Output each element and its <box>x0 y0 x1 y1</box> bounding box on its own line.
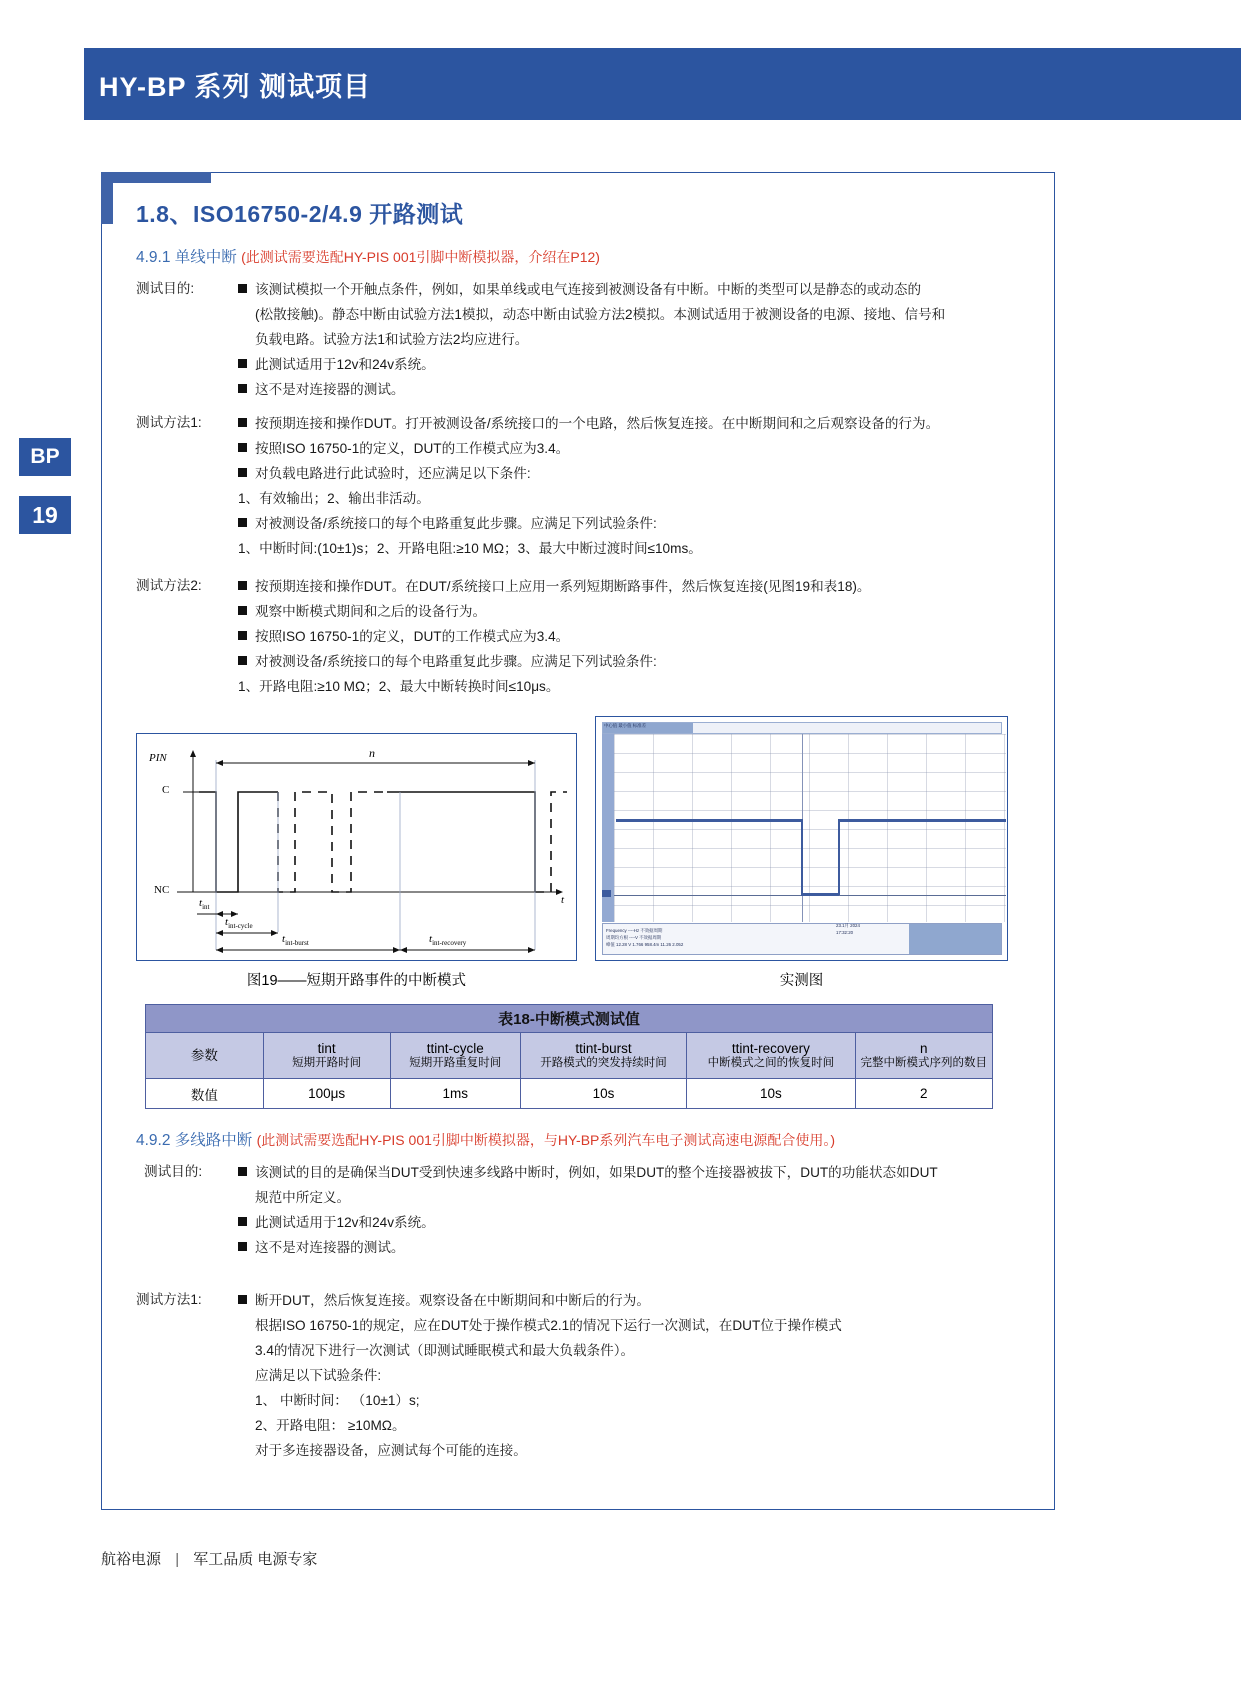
method2-line-2: 观察中断模式期间和之后的设备行为。 <box>238 599 871 624</box>
scope-top-status-bar <box>602 722 1002 734</box>
subsection-4-9-1 <box>136 245 600 267</box>
bullet-icon <box>238 1217 247 1226</box>
bullet-icon <box>238 359 247 368</box>
method2-line-5: 1、开路电阻:≥10 MΩ；2、最大中断转换时间≤10μs。 <box>238 679 560 694</box>
table-col-n: n 完整中断模式序列的数目 <box>855 1033 992 1079</box>
table-cell-tint-cycle: 1ms <box>390 1079 520 1109</box>
waveform-dim-burst-label: $t_{int-burst}$ <box>282 933 309 948</box>
table-header-row <box>146 1033 993 1079</box>
waveform-span-n-label: n <box>369 746 375 760</box>
frame-corner-accent-top <box>101 172 211 183</box>
section2-purpose-line-4: 这不是对连接器的测试。 <box>238 1235 938 1260</box>
method1-line-3: 对负载电路进行此试验时，还应满足以下条件: <box>238 461 939 486</box>
scope-waveform-high-right <box>838 819 1006 822</box>
purpose-line-3: 负载电路。试验方法1和试验方法2均应进行。 <box>255 332 529 347</box>
waveform-time-axis-label: t <box>561 894 565 906</box>
waveform-level-low-label: NC <box>154 884 170 896</box>
bullet-icon <box>238 631 247 640</box>
method1-body <box>238 411 939 561</box>
table-row <box>146 1079 993 1109</box>
table-cell-tint-burst: 10s <box>520 1079 686 1109</box>
method2-label: 测试方法2: <box>136 578 202 593</box>
subsection-number: 4.9.1 单线中断 <box>136 249 237 266</box>
table-col-tint-burst: ttint-burst 开路模式的突发持续时间 <box>520 1033 686 1079</box>
subsection2-number: 4.9.2 多线路中断 <box>136 1132 253 1149</box>
bullet-icon <box>238 468 247 477</box>
bullet-icon <box>238 656 247 665</box>
section2-method-label: 测试方法1: <box>136 1292 202 1307</box>
page-header <box>84 48 1241 120</box>
subsection-note: (此测试需要选配HY-PIS 001引脚中断模拟器，介绍在P12) <box>241 249 600 265</box>
table-cell-n: 2 <box>855 1079 992 1109</box>
scope-readout-panel <box>602 923 1002 955</box>
waveform-y-axis-label: PIN <box>149 752 167 764</box>
table-cell-label: 数值 <box>146 1079 264 1109</box>
figure-left-caption: 图19——短期开路事件的中断模式 <box>246 973 467 989</box>
page-footer <box>101 1548 317 1569</box>
purpose-line-2: (松散接触)。静态中断由试验方法1模拟，动态中断由试验方法2模拟。本测试适用于被测设备的电源、接地、信号和 <box>255 307 946 322</box>
table-cell-tint: 100μs <box>263 1079 390 1109</box>
scope-stamp-date: 23.1月 2024 <box>836 923 860 928</box>
purpose-line-4: 此测试适用于12v和24v系统。 <box>238 352 945 377</box>
section2-method-body <box>238 1288 842 1463</box>
method2-line-3: 按照ISO 16750-1的定义，DUT的工作模式应为3.4。 <box>238 624 871 649</box>
bullet-icon <box>238 581 247 590</box>
scope-waveform-low-segment <box>801 893 839 896</box>
section2-purpose-body <box>238 1160 938 1260</box>
method2-line-4: 对被测设备/系统接口的每个电路重复此步骤。应满足下列试验条件: <box>238 649 871 674</box>
method2-body <box>238 574 871 699</box>
section-title: 1.8、ISO16750-2/4.9 开路测试 <box>136 201 464 227</box>
subsection-4-9-2 <box>136 1128 835 1150</box>
footer-brand: 航裕电源 <box>101 1551 162 1568</box>
table-col-tint-cycle: ttint-cycle 短期开路重复时间 <box>390 1033 520 1079</box>
section2-purpose-line-3: 此测试适用于12v和24v系统。 <box>238 1210 938 1235</box>
method1-line-6: 1、中断时间:(10±1)s；2、开路电阻:≥10 MΩ；3、最大中断过渡时间≤10ms。 <box>238 541 702 556</box>
scope-readout-line-2: 周期均方根 ----V 不效据周期 <box>606 935 662 940</box>
waveform-dim-tint-label: $t_{int}$ <box>199 897 210 912</box>
section2-purpose-label: 测试目的: <box>144 1164 203 1179</box>
waveform-dim-recovery-label: $t_{int-recovery}$ <box>429 933 467 948</box>
waveform-svg <box>137 734 575 959</box>
figure-scope-capture <box>595 716 1008 961</box>
table-cell-tint-recovery: 10s <box>687 1079 855 1109</box>
scope-readout-right-fill <box>909 924 1001 954</box>
bullet-icon <box>238 606 247 615</box>
section2-method-line-3: 3.4的情况下进行一次测试（即测试睡眠模式和最大负载条件）。 <box>255 1343 635 1358</box>
purpose-line-1: 该测试模拟一个开触点条件，例如，如果单线或电气连接到被测设备有中断。中断的类型可以是静态的或动态的 <box>238 277 945 302</box>
section2-method-line-7: 对于多连接器设备，应测试每个可能的连接。 <box>255 1443 527 1458</box>
scope-readout-line-3: 峰值 12.28 V 1.766 958.4m 11.26 2.052 <box>606 942 684 947</box>
section2-method-line-6: 2、开路电阻： ≥10MΩ。 <box>255 1418 406 1433</box>
side-tab-series: BP <box>19 438 71 476</box>
scope-channel-marker-icon <box>602 890 611 897</box>
section2-method-line-2: 根据ISO 16750-1的规定，应在DUT处于操作模式2.1的情况下运行一次测试，在DUT位于操作模式 <box>255 1318 842 1333</box>
section2-method-line-5: 1、 中断时间： （10±1）s; <box>255 1393 420 1408</box>
section2-method-line-1: 断开DUT，然后恢复连接。观察设备在中断期间和中断后的行为。 <box>238 1288 842 1313</box>
method1-line-2: 按照ISO 16750-1的定义，DUT的工作模式应为3.4。 <box>238 436 939 461</box>
bullet-icon <box>238 518 247 527</box>
subsection2-note: (此测试需要选配HY-PIS 001引脚中断模拟器，与HY-BP系列汽车电子测试高速电源配合使用。) <box>256 1132 836 1148</box>
section2-purpose-line-1: 该测试的目的是确保当DUT受到快速多线路中断时，例如，如果DUT的整个连接器被拔下，DUT的功能状态如DUT <box>238 1160 938 1185</box>
bullet-icon <box>238 284 247 293</box>
waveform-level-high-label: C <box>162 784 170 796</box>
footer-separator: | <box>175 1551 180 1568</box>
bullet-icon <box>238 1167 247 1176</box>
scope-waveform-rising-edge <box>838 819 840 895</box>
table-title: 表18-中断模式测试值 <box>146 1005 993 1033</box>
page-title: HY-BP 系列 测试项目 <box>99 71 372 102</box>
side-tab-page-number: 19 <box>19 496 71 534</box>
scope-waveform-high-left <box>616 819 802 822</box>
figure-interruption-waveform <box>136 733 577 961</box>
bullet-icon <box>238 384 247 393</box>
method1-line-1: 按预期连接和操作DUT。打开被测设备/系统接口的一个电路，然后恢复连接。在中断期间和之后观察设备的行为。 <box>238 411 939 436</box>
table-col-tint-recovery: ttint-recovery 中断模式之间的恢复时间 <box>687 1033 855 1079</box>
table-col-param: 参数 <box>146 1033 264 1079</box>
figure-right-caption: 实测图 <box>779 973 824 989</box>
scope-top-label: 中心值 最小值 标准差 <box>604 723 646 728</box>
purpose-label: 测试目的: <box>136 281 195 296</box>
method1-label: 测试方法1: <box>136 415 202 430</box>
section2-method-line-4: 应满足以下试验条件: <box>255 1368 382 1383</box>
bullet-icon <box>238 443 247 452</box>
bullet-icon <box>238 1295 247 1304</box>
method1-line-4: 1、有效输出；2、输出非活动。 <box>238 491 430 506</box>
table-title-row <box>146 1005 993 1033</box>
table-col-tint: tint 短期开路时间 <box>263 1033 390 1079</box>
footer-slogan: 军工品质 电源专家 <box>193 1551 318 1568</box>
bullet-icon <box>238 1242 247 1251</box>
section2-purpose-line-2: 规范中所定义。 <box>255 1190 351 1205</box>
scope-stamp-time: 17:32:20 <box>836 930 854 935</box>
bullet-icon <box>238 418 247 427</box>
method1-line-5: 对被测设备/系统接口的每个电路重复此步骤。应满足下列试验条件: <box>238 511 939 536</box>
waveform-dim-cycle-label: $t_{int-cycle}$ <box>225 916 253 931</box>
scope-waveform-falling-edge <box>801 819 803 895</box>
method2-line-1: 按预期连接和操作DUT。在DUT/系统接口上应用一系列短期断路事件，然后恢复连接(见图19和表18)。 <box>238 574 871 599</box>
purpose-line-5: 这不是对连接器的测试。 <box>238 377 945 402</box>
interruption-mode-table <box>145 1004 993 1109</box>
purpose-body <box>238 277 945 402</box>
scope-readout-line-1: Frequency ----Hz 不效据周期 <box>606 928 663 933</box>
